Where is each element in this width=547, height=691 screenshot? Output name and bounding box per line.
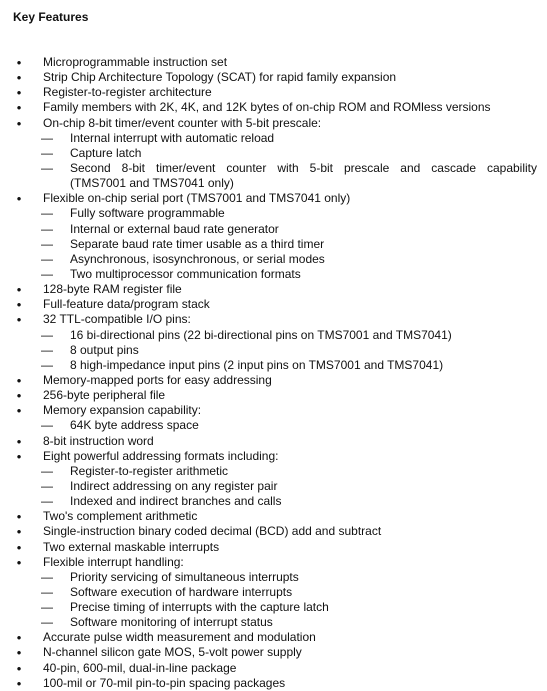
item-text: 8 high-impedance input pins (2 input pins on TMS7001 and TMS7041) xyxy=(70,357,444,372)
feature-item xyxy=(0,449,547,464)
feature-subitem xyxy=(0,615,547,630)
feature-subitem xyxy=(0,176,547,191)
dash-marker: — xyxy=(41,145,53,160)
bullet-marker: • xyxy=(16,554,22,570)
item-text: 64K byte address space xyxy=(70,418,199,433)
dash-marker: — xyxy=(41,418,53,433)
dash-marker: — xyxy=(41,206,53,221)
feature-subitem xyxy=(0,418,547,433)
feature-item xyxy=(0,645,547,660)
feature-subitem xyxy=(0,146,547,161)
item-text: Software monitoring of interrupt status xyxy=(70,615,273,630)
dash-marker: — xyxy=(41,494,53,509)
dash-marker: — xyxy=(41,327,53,342)
item-text: Flexible interrupt handling: xyxy=(43,554,184,569)
feature-subitem xyxy=(0,222,547,237)
feature-item xyxy=(0,373,547,388)
section-heading: Key Features xyxy=(13,10,89,24)
feature-list xyxy=(0,55,547,691)
feature-item xyxy=(0,55,547,70)
bullet-marker: • xyxy=(16,660,22,676)
feature-subitem xyxy=(0,585,547,600)
item-text: N-channel silicon gate MOS, 5-volt power supply xyxy=(43,645,302,660)
feature-subitem xyxy=(0,479,547,494)
bullet-marker: • xyxy=(16,282,22,298)
dash-marker: — xyxy=(41,584,53,599)
item-text: 128-byte RAM register file xyxy=(43,282,182,297)
dash-marker: — xyxy=(41,615,53,630)
dash-marker: — xyxy=(41,463,53,478)
bullet-marker: • xyxy=(16,100,22,116)
bullet-marker: • xyxy=(16,115,22,131)
feature-subitem xyxy=(0,358,547,373)
feature-subitem xyxy=(0,328,547,343)
feature-item xyxy=(0,85,547,100)
feature-subitem xyxy=(0,252,547,267)
bullet-marker: • xyxy=(16,191,22,207)
bullet-marker: • xyxy=(16,433,22,449)
dash-marker: — xyxy=(41,342,53,357)
dash-marker: — xyxy=(41,130,53,145)
feature-item xyxy=(0,630,547,645)
bullet-marker: • xyxy=(16,645,22,661)
feature-item xyxy=(0,116,547,131)
feature-item xyxy=(0,297,547,312)
feature-item xyxy=(0,403,547,418)
bullet-marker: • xyxy=(16,509,22,525)
feature-item xyxy=(0,676,547,691)
item-text: Strip Chip Architecture Topology (SCAT) for rapid family expansion xyxy=(43,70,397,85)
bullet-marker: • xyxy=(16,675,22,691)
item-text: (TMS7001 and TMS7041 only) xyxy=(70,176,234,191)
feature-subitem xyxy=(0,267,547,282)
bullet-marker: • xyxy=(16,55,22,70)
item-text: On-chip 8-bit timer/event counter with 5-bit prescale: xyxy=(43,115,322,130)
bullet-marker: • xyxy=(16,524,22,540)
dash-marker: — xyxy=(41,236,53,251)
dash-marker: — xyxy=(41,478,53,493)
dash-marker: — xyxy=(41,160,53,175)
item-text: Fully software programmable xyxy=(70,206,225,221)
feature-item xyxy=(0,70,547,85)
bullet-marker: • xyxy=(16,85,22,101)
item-text: Capture latch xyxy=(70,145,142,160)
bullet-marker: • xyxy=(16,297,22,313)
item-text: 8 output pins xyxy=(70,342,139,357)
feature-subitem xyxy=(0,464,547,479)
item-text: Single-instruction binary coded decimal (BCD) add and subtract xyxy=(43,524,382,539)
item-text: Accurate pulse width measurement and modulation xyxy=(43,630,316,645)
feature-subitem xyxy=(0,343,547,358)
feature-item xyxy=(0,282,547,297)
item-text: Two multiprocessor communication formats xyxy=(70,266,301,281)
feature-subitem xyxy=(0,570,547,585)
feature-item xyxy=(0,661,547,676)
item-text: Precise timing of interrupts with the capture latch xyxy=(70,600,329,615)
bullet-marker: • xyxy=(16,448,22,464)
bullet-marker: • xyxy=(16,70,22,86)
item-text: Asynchronous, isosynchronous, or serial modes xyxy=(70,251,325,266)
bullet-marker: • xyxy=(16,539,22,555)
item-text: Indexed and indirect branches and calls xyxy=(70,494,282,509)
feature-item xyxy=(0,540,547,555)
item-text: 100-mil or 70-mil pin-to-pin spacing packages xyxy=(43,675,286,690)
item-text: 16 bi-directional pins (22 bi-directional pins on TMS7001 and TMS7041) xyxy=(70,327,452,342)
item-text: 8-bit instruction word xyxy=(43,433,154,448)
feature-subitem xyxy=(0,494,547,509)
feature-item xyxy=(0,191,547,206)
item-text: Separate baud rate timer usable as a third timer xyxy=(70,236,325,251)
bullet-marker: • xyxy=(16,388,22,404)
feature-subitem xyxy=(0,161,547,176)
feature-item xyxy=(0,555,547,570)
feature-subitem xyxy=(0,131,547,146)
feature-item xyxy=(0,434,547,449)
item-text: Second 8-bit timer/event counter with 5-bit prescale and cascade capability xyxy=(70,160,537,175)
item-text: Two's complement arithmetic xyxy=(43,509,198,524)
item-text: Microprogrammable instruction set xyxy=(43,55,228,69)
item-text: Family members with 2K, 4K, and 12K bytes of on-chip ROM and ROMless versions xyxy=(43,100,491,115)
item-text: Eight powerful addressing formats including: xyxy=(43,448,279,463)
dash-marker: — xyxy=(41,266,53,281)
item-text: Flexible on-chip serial port (TMS7001 and TMS7041 only) xyxy=(43,191,351,206)
bullet-marker: • xyxy=(16,372,22,388)
feature-item xyxy=(0,312,547,327)
item-text: Indirect addressing on any register pair xyxy=(70,478,278,493)
dash-marker: — xyxy=(41,221,53,236)
feature-item xyxy=(0,100,547,115)
item-text: 32 TTL-compatible I/O pins: xyxy=(43,312,191,327)
feature-subitem xyxy=(0,237,547,252)
feature-subitem xyxy=(0,206,547,221)
dash-marker: — xyxy=(41,600,53,615)
feature-item xyxy=(0,509,547,524)
item-text: Register-to-register architecture xyxy=(43,85,212,100)
item-text: Memory-mapped ports for easy addressing xyxy=(43,372,272,387)
item-text: Software execution of hardware interrupts xyxy=(70,584,293,599)
item-text: Full-feature data/program stack xyxy=(43,297,210,312)
item-text: Memory expansion capability: xyxy=(43,403,202,418)
feature-item xyxy=(0,388,547,403)
feature-subitem xyxy=(0,600,547,615)
item-text: Priority servicing of simultaneous interrupts xyxy=(70,569,299,584)
dash-marker: — xyxy=(41,357,53,372)
item-text: Two external maskable interrupts xyxy=(43,539,220,554)
item-text: 256-byte peripheral file xyxy=(43,388,166,403)
item-text: Internal or external baud rate generator xyxy=(70,221,279,236)
bullet-marker: • xyxy=(16,630,22,646)
bullet-marker: • xyxy=(16,403,22,419)
item-text: Internal interrupt with automatic reload xyxy=(70,130,275,145)
item-text: Register-to-register arithmetic xyxy=(70,463,229,478)
feature-item xyxy=(0,524,547,539)
bullet-marker: • xyxy=(16,312,22,328)
dash-marker: — xyxy=(41,569,53,584)
item-text: 40-pin, 600-mil, dual-in-line package xyxy=(43,660,237,675)
dash-marker: — xyxy=(41,251,53,266)
